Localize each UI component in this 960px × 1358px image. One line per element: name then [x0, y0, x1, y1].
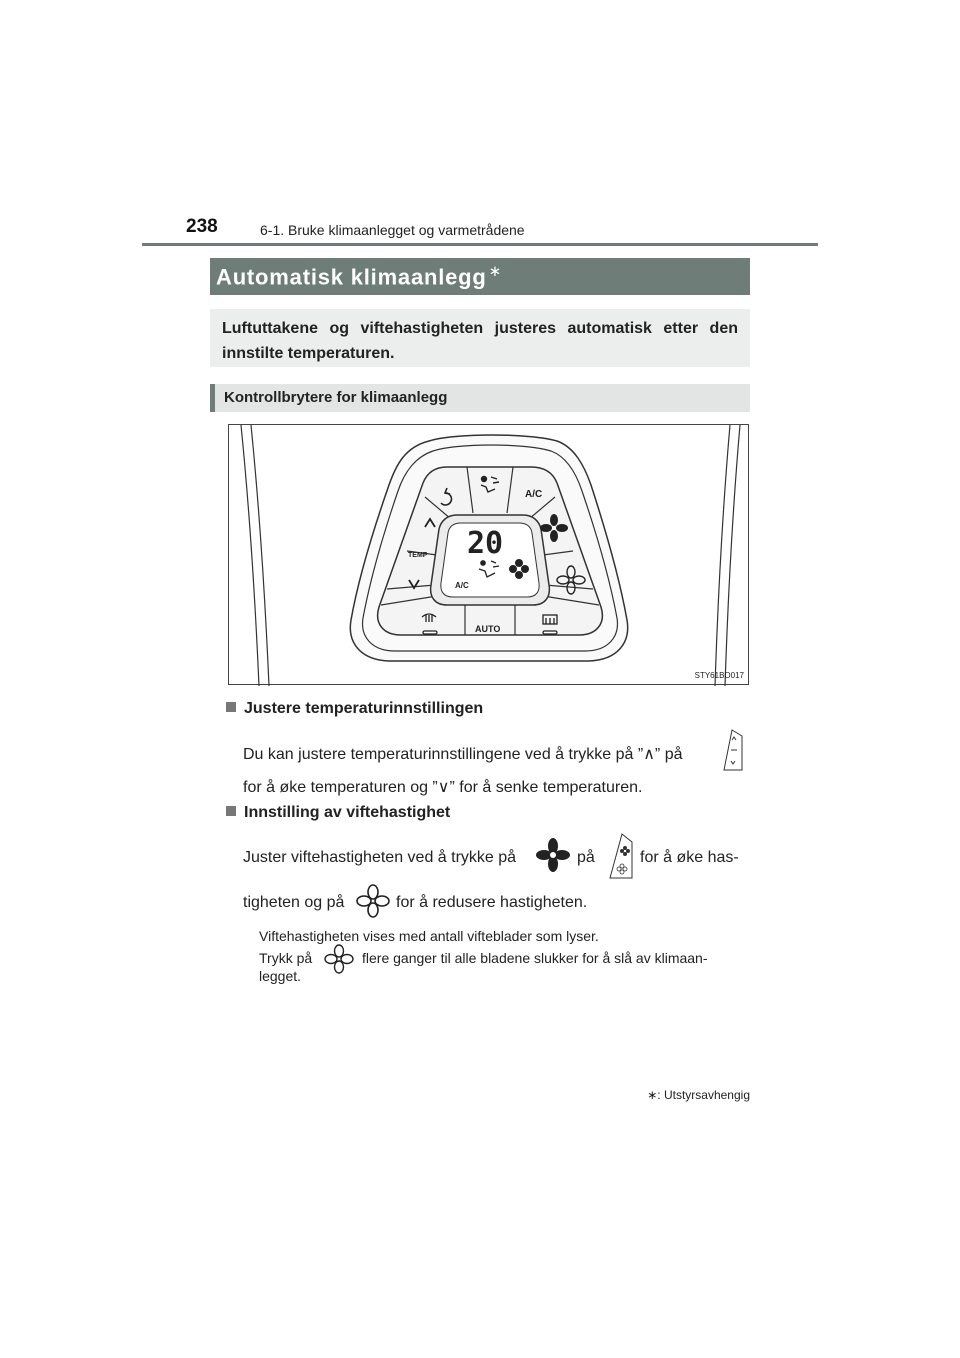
fan-switch-icon [604, 832, 634, 880]
temp-switch-icon [714, 728, 744, 772]
page-number: 238 [186, 216, 218, 237]
up-symbol: ∧ [643, 746, 655, 763]
fan-heading-text: Innstilling av viftehastighet [244, 804, 451, 821]
ac-icon: A/C [525, 489, 543, 500]
section-title: Kontrollbrytere for klimaanlegg [224, 389, 448, 406]
fan-up-icon [536, 838, 570, 872]
text-run: ” for å senke temperaturen. [449, 779, 643, 796]
text-run: for å øke temperaturen og ” [243, 779, 438, 796]
section-bar [210, 384, 750, 412]
control-panel-figure [228, 424, 749, 685]
header-rule [142, 243, 818, 246]
bullet-square [226, 806, 236, 816]
text-run: Du kan justere temperaturinnstillingene ved å trykke på ” [243, 746, 644, 763]
temperature-text-line2 [243, 777, 642, 797]
chapter-title: 6-1. Bruke klimaanlegget og varmetrådene [260, 222, 525, 238]
footnote-marker: ∗ [647, 1088, 658, 1102]
down-symbol: ∨ [437, 779, 450, 796]
intro-box [210, 309, 750, 367]
fan-note2a: Trykk på [259, 950, 313, 966]
temp-label: TEMP [408, 552, 428, 559]
fan-down-icon-small [324, 944, 354, 974]
footnote [647, 1088, 750, 1102]
figure-code: STY61BO017 [694, 671, 744, 680]
title-marker: ∗ [488, 263, 503, 280]
auto-icon: AUTO [475, 624, 501, 634]
intro-text: Luftuttakene og viftehastigheten justeres automatisk etter den innstilte temperaturen. [222, 320, 738, 362]
fan-note2c: legget. [259, 968, 302, 984]
lcd-temperature: 20 [467, 526, 504, 561]
fan-heading [226, 804, 450, 822]
fan-down-icon [356, 884, 390, 918]
fan-note2b: flere ganger til alle bladene slukker for å slå av klimaan- [362, 950, 708, 966]
footnote-text: : Utstyrsavhengig [657, 1088, 750, 1102]
section-accent [210, 384, 215, 412]
fan-text-line2a: tigheten og på [243, 894, 345, 911]
fan-text-line1b: på [577, 849, 595, 866]
page-title [216, 262, 502, 290]
fan-note1: Viftehastigheten vises med antall vifteblader som lyser. [259, 928, 599, 944]
fan-text-line1c: for å øke has- [640, 849, 739, 866]
lcd-ac-label: A/C [455, 581, 469, 590]
temperature-heading [226, 700, 483, 718]
temperature-text-line1 [243, 744, 683, 764]
fan-text-line2b: for å redusere hastigheten. [396, 894, 588, 911]
control-panel-illustration [229, 425, 750, 686]
text-run: ” på [654, 746, 683, 763]
title-bar [210, 258, 750, 295]
temperature-heading-text: Justere temperaturinnstillingen [244, 700, 484, 717]
bullet-square [226, 702, 236, 712]
page-title-text: Automatisk klimaanlegg [216, 264, 487, 290]
fan-text-line1a: Juster viftehastigheten ved å trykke på [243, 849, 517, 866]
